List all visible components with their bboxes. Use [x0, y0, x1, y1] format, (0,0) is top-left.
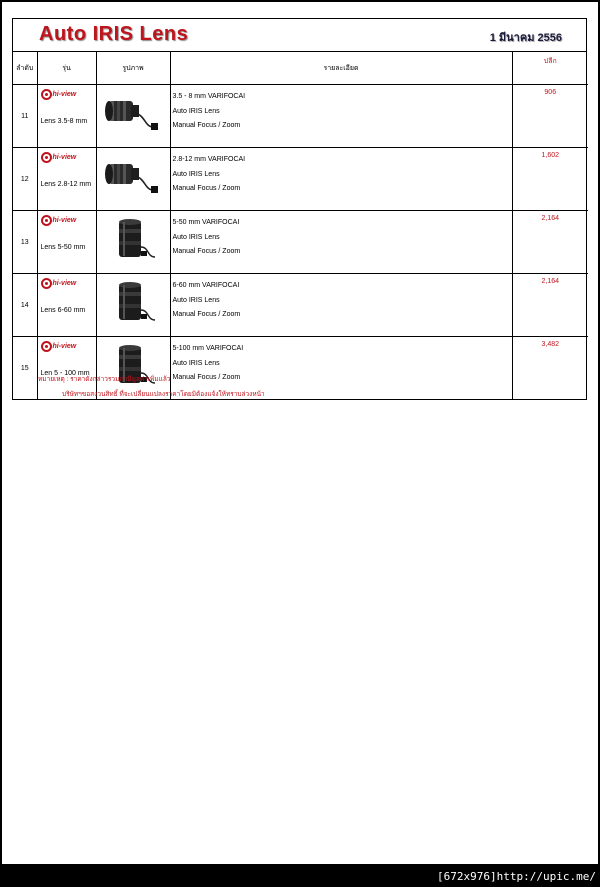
detail-line-iris: Auto IRIS Lens: [172, 233, 220, 241]
image-host-caption: [672x976]http://upic.me/: [437, 870, 596, 883]
lens-photo-icon: [101, 154, 163, 198]
row-number: 13: [13, 211, 37, 274]
footer-bar: [0, 865, 600, 887]
hi-view-logo-icon: [41, 341, 52, 352]
brand-logo: [41, 215, 77, 226]
detail-line-focal: 3.5 - 8 mm VARIFOCAI: [172, 93, 246, 100]
row-number: 14: [13, 274, 37, 337]
price-sheet: [12, 18, 587, 400]
title-bar: [13, 19, 586, 52]
detail-line-focus: Manual Focus / Zoom: [172, 122, 241, 129]
hi-view-logo-icon: [41, 89, 52, 100]
price-cell: 3,482: [512, 337, 588, 400]
lens-photo-icon: [101, 91, 163, 135]
detail-cell: [170, 148, 512, 211]
row-number: 12: [13, 148, 37, 211]
detail-cell: [170, 211, 512, 274]
detail-line-focal: 2.8-12 mm VARIFOCAI: [172, 156, 246, 163]
note-vat: หมายเหตุ : ราคาดังกล่าวรวมภาษีมูลค่าเพิ่มแล้ว: [38, 376, 171, 383]
image-cell: [96, 85, 170, 148]
row-number: 11: [13, 85, 37, 148]
model-cell: [37, 274, 96, 337]
brand-name: hi-view: [52, 154, 77, 161]
document-page: [2, 2, 598, 864]
brand-name: hi-view: [52, 91, 77, 98]
detail-line-iris: Auto IRIS Lens: [172, 107, 220, 115]
table-header-row: [13, 52, 588, 85]
model-name: Lens 5-50 mm: [40, 244, 86, 251]
table-row: [13, 211, 588, 274]
col-header-no: ลำดับ: [13, 52, 37, 85]
model-cell: [37, 85, 96, 148]
model-name: Lens 2.8-12 mm: [40, 181, 92, 188]
price-cell: 906: [512, 85, 588, 148]
model-cell: [37, 148, 96, 211]
table-row: [13, 85, 588, 148]
detail-line-focus: Manual Focus / Zoom: [172, 374, 241, 381]
detail-line-iris: Auto IRIS Lens: [172, 170, 220, 178]
brand-logo: [41, 341, 77, 352]
image-cell: [96, 211, 170, 274]
brand-name: hi-view: [52, 280, 77, 287]
model-name: Lens 3.5-8 mm: [40, 118, 88, 125]
price-cell: 2,164: [512, 211, 588, 274]
hi-view-logo-icon: [41, 215, 52, 226]
brand-logo: [41, 89, 77, 100]
brand-logo: [41, 152, 77, 163]
detail-line-focal: 5-50 mm VARIFOCAI: [172, 219, 240, 226]
hi-view-logo-icon: [41, 152, 52, 163]
detail-cell: [170, 85, 512, 148]
detail-line-iris: Auto IRIS Lens: [172, 359, 220, 367]
detail-line-focus: Manual Focus / Zoom: [172, 311, 241, 318]
lens-photo-icon: [101, 280, 163, 324]
image-cell: [96, 274, 170, 337]
model-name: Len 5 - 100 mm: [40, 370, 90, 377]
price-cell: 1,602: [512, 148, 588, 211]
col-header-model: รุ่น: [37, 52, 96, 85]
detail-line-focus: Manual Focus / Zoom: [172, 248, 241, 255]
brand-name: hi-view: [52, 217, 77, 224]
detail-line-iris: Auto IRIS Lens: [172, 296, 220, 304]
detail-line-focal: 5-100 mm VARIFOCAI: [172, 345, 244, 352]
row-number: 15: [13, 337, 37, 400]
lens-photo-icon: [101, 217, 163, 261]
col-header-detail: รายละเอียด: [170, 52, 512, 85]
page-title: Auto IRIS Lens: [39, 23, 189, 45]
col-header-price: ปลีก: [512, 52, 588, 85]
model-cell: [37, 211, 96, 274]
hi-view-logo-icon: [41, 278, 52, 289]
brand-name: hi-view: [52, 343, 77, 350]
image-cell: [96, 148, 170, 211]
price-cell: 2,164: [512, 274, 588, 337]
table-row: [13, 148, 588, 211]
date-label: 1 มีนาคม 2556: [489, 32, 562, 44]
note-price-change: บริษัทฯขอสงวนสิทธิ์ ที่จะเปลี่ยนแปลงราคาโดยมิต้องแจ้งให้ทราบล่วงหน้า: [62, 391, 265, 398]
detail-line-focus: Manual Focus / Zoom: [172, 185, 241, 192]
detail-cell: [170, 274, 512, 337]
model-name: Lens 6-60 mm: [40, 307, 86, 314]
col-header-image: รูปภาพ: [96, 52, 170, 85]
brand-logo: [41, 278, 77, 289]
detail-line-focal: 6-60 mm VARIFOCAI: [172, 282, 240, 289]
table-row: [13, 274, 588, 337]
product-table: [13, 52, 588, 399]
